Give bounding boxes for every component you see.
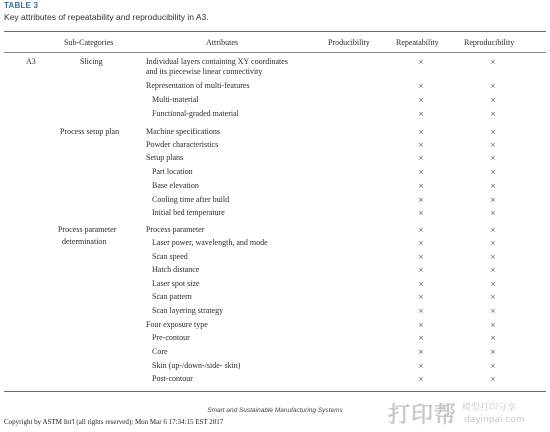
reproducibility-mark: × xyxy=(490,128,496,136)
repeatability-mark: × xyxy=(418,253,424,261)
attribute-cell: Pre-contour xyxy=(152,333,190,342)
header-reproducibility: Reproducibility xyxy=(464,38,515,47)
footer-journal: Smart and Sustainable Manufacturing Systems xyxy=(207,407,343,414)
row-group-label: A3 xyxy=(26,57,36,66)
reproducibility-mark: × xyxy=(490,266,496,274)
repeatability-mark: × xyxy=(418,321,424,329)
attribute-cell: Laser spot size xyxy=(152,279,200,288)
subcategory-slicing: Slicing xyxy=(80,57,103,66)
repeatability-mark: × xyxy=(418,168,424,176)
reproducibility-mark: × xyxy=(490,209,496,217)
attribute-cell: Machine specifications xyxy=(146,127,220,136)
repeatability-mark: × xyxy=(418,293,424,301)
repeatability-mark: × xyxy=(418,82,424,90)
reproducibility-mark: × xyxy=(490,334,496,342)
repeatability-mark: × xyxy=(418,196,424,204)
subcategory-process-parameter: Process parameter xyxy=(58,225,117,234)
repeatability-mark: × xyxy=(418,362,424,370)
attribute-cell: Process parameter xyxy=(146,225,205,234)
top-rule xyxy=(4,31,546,32)
header-rule xyxy=(4,52,546,53)
repeatability-mark: × xyxy=(418,58,424,66)
header-producibility: Producibility xyxy=(328,38,370,47)
header-sub-categories: Sub-Categories xyxy=(64,38,114,47)
repeatability-mark: × xyxy=(418,239,424,247)
attribute-cell: Functional-graded material xyxy=(152,109,239,118)
attribute-cell: Part location xyxy=(152,167,193,176)
reproducibility-mark: × xyxy=(490,110,496,118)
header-attributes: Attributes xyxy=(206,38,238,47)
watermark-big-text: 打印帮 xyxy=(388,403,458,428)
attribute-cell: Initial bed temperature xyxy=(152,208,225,217)
watermark-small-top: 模型打印分享 xyxy=(462,403,517,413)
attribute-cell: Scan speed xyxy=(152,252,188,261)
attribute-cell: Base elevation xyxy=(152,181,199,190)
attribute-cell: Laser power, wavelength, and mode xyxy=(152,238,268,247)
reproducibility-mark: × xyxy=(490,96,496,104)
attribute-cell: Post-contour xyxy=(152,374,193,383)
attribute-cell: and its piecewise linear connectivity xyxy=(146,67,263,76)
attribute-cell: Core xyxy=(152,347,168,356)
reproducibility-mark: × xyxy=(490,196,496,204)
repeatability-mark: × xyxy=(418,182,424,190)
reproducibility-mark: × xyxy=(490,348,496,356)
watermark-small-bottom: dayinpai.com xyxy=(464,415,525,425)
repeatability-mark: × xyxy=(418,280,424,288)
reproducibility-mark: × xyxy=(490,375,496,383)
subcategory-process-parameter-line2: determination xyxy=(62,237,107,246)
attribute-cell: Skin (up-/down-/side- skin) xyxy=(152,361,241,370)
repeatability-mark: × xyxy=(418,348,424,356)
repeatability-mark: × xyxy=(418,128,424,136)
attribute-cell: Representation of multi-features xyxy=(146,81,250,90)
reproducibility-mark: × xyxy=(490,226,496,234)
reproducibility-mark: × xyxy=(490,141,496,149)
repeatability-mark: × xyxy=(418,307,424,315)
reproducibility-mark: × xyxy=(490,321,496,329)
repeatability-mark: × xyxy=(418,96,424,104)
attribute-cell: Powder characteristics xyxy=(146,140,219,149)
header-repeatability: Repeatability xyxy=(396,38,439,47)
repeatability-mark: × xyxy=(418,334,424,342)
attribute-cell: Setup plans xyxy=(146,153,184,162)
reproducibility-mark: × xyxy=(490,293,496,301)
table-caption: Key attributes of repeatability and reproducibility in A3. xyxy=(4,12,209,22)
reproducibility-mark: × xyxy=(490,58,496,66)
bottom-rule xyxy=(4,391,546,392)
attribute-cell: Scan layering strategy xyxy=(152,306,224,315)
table-label: TABLE 3 xyxy=(4,1,39,10)
reproducibility-mark: × xyxy=(490,253,496,261)
attribute-cell: Hatch distance xyxy=(152,265,200,274)
reproducibility-mark: × xyxy=(490,239,496,247)
repeatability-mark: × xyxy=(418,154,424,162)
reproducibility-mark: × xyxy=(490,362,496,370)
repeatability-mark: × xyxy=(418,141,424,149)
reproducibility-mark: × xyxy=(490,182,496,190)
attribute-cell: Four exposure type xyxy=(146,320,208,329)
repeatability-mark: × xyxy=(418,226,424,234)
attribute-cell: Cooling time after build xyxy=(152,195,230,204)
reproducibility-mark: × xyxy=(490,307,496,315)
repeatability-mark: × xyxy=(418,110,424,118)
repeatability-mark: × xyxy=(418,266,424,274)
footer-copyright: Copyright by ASTM Int'l (all rights reserved); Mon Mar 6 17:34:15 EST 2017 xyxy=(4,418,224,426)
watermark-logo xyxy=(388,398,548,430)
attribute-cell: Scan pattern xyxy=(152,292,192,301)
repeatability-mark: × xyxy=(418,375,424,383)
reproducibility-mark: × xyxy=(490,82,496,90)
subcategory-process-setup-plan: Process setup plan xyxy=(60,127,120,136)
reproducibility-mark: × xyxy=(490,280,496,288)
repeatability-mark: × xyxy=(418,209,424,217)
attribute-cell: Multi-material xyxy=(152,95,199,104)
reproducibility-mark: × xyxy=(490,154,496,162)
attribute-cell: Individual layers containing XY coordinates xyxy=(146,57,288,66)
reproducibility-mark: × xyxy=(490,168,496,176)
